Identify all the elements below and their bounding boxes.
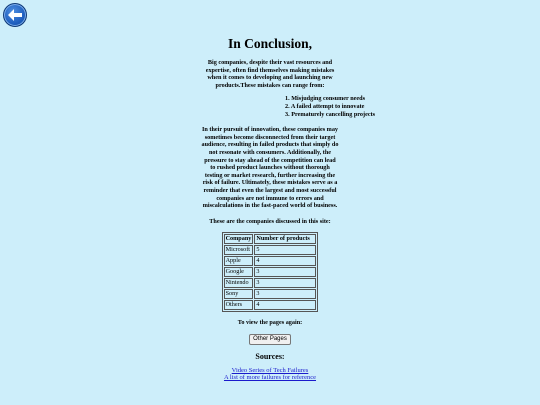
companies-heading: These are the companies discussed in this site:: [209, 217, 331, 225]
sources-links: [0, 367, 540, 382]
company-cell: Others: [224, 300, 254, 310]
company-cell: Nintendo: [224, 278, 254, 288]
count-cell: 3: [254, 267, 316, 277]
table-row: [224, 256, 317, 266]
table-row: [224, 289, 317, 299]
intro-paragraph: Big companies, despite their vast resources and expertise, often find themselves making mistakes when it comes to developing and launching new products.These mistakes can range from:: [205, 59, 335, 89]
page-title: In Conclusion,: [227, 36, 313, 51]
company-cell: Apple: [224, 256, 254, 266]
mistakes-list: [285, 95, 405, 118]
source-link-failures-list[interactable]: A list of more failures for reference: [223, 374, 317, 382]
count-cell: 4: [254, 256, 316, 266]
company-cell: Google: [224, 267, 254, 277]
column-header-products: Number of products: [254, 234, 316, 244]
count-cell: 5: [254, 245, 316, 255]
source-link-video-series[interactable]: Video Series of Tech Failures: [231, 366, 309, 374]
content: [0, 36, 540, 382]
mistake-item: 2. A failed attempt to innovate: [285, 102, 365, 110]
back-arrow-icon: [7, 8, 23, 22]
table-header-row: [224, 234, 317, 244]
other-pages-button[interactable]: Other Pages: [249, 334, 291, 345]
company-cell: Sony: [224, 289, 254, 299]
companies-table: [222, 232, 319, 312]
mistake-item: 3. Prematurely cancelling projects: [285, 110, 376, 118]
count-cell: 3: [254, 278, 316, 288]
table-row: [224, 278, 317, 288]
table-row: [224, 245, 317, 255]
body-paragraph: In their pursuit of innovation, these companies may sometimes become disconnected from their target audience, resulting in failed products that simply do not resonate with consumers. Additionally, the pressure to stay ahead of the competition can lead to rushed product launches without thorough testing or market research, further increasing the risk of failure. Ultimately, these mistakes serve as a reminder that even the largest and most successful companies are not immune to errors and miscalculations in the fast-paced world of business.: [201, 126, 339, 210]
column-header-company: Company: [225, 234, 252, 242]
back-button[interactable]: [3, 3, 27, 27]
view-again-label: To view the pages again:: [237, 318, 303, 326]
table-row: [224, 300, 317, 310]
count-cell: 3: [254, 289, 316, 299]
company-cell: Microsoft: [224, 245, 254, 255]
mistake-item: 1. Misjudging consumer needs: [285, 95, 365, 103]
count-cell: 4: [254, 300, 316, 310]
sources-heading: Sources:: [255, 351, 285, 361]
table-row: [224, 267, 317, 277]
